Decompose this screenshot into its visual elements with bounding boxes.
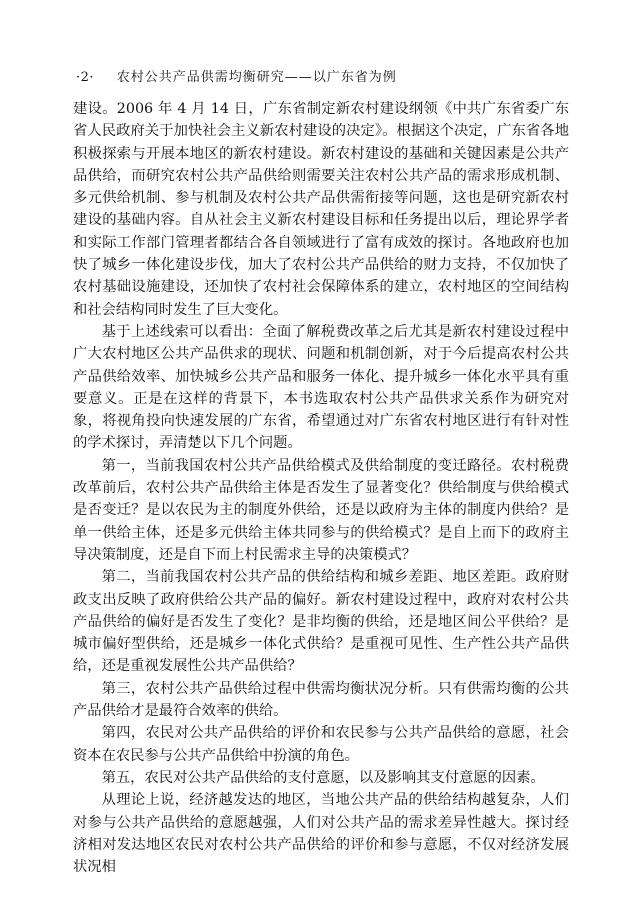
paragraph: 从理论上说，经济越发达的地区，当地公共产品的供给结构越复杂，人们对参与公共产品供给的意愿越强，人们对公共产品的需求差异性越大。探讨经济相对发达地区农民对农村公共产品供给的评价和参与意愿，不仅对经济发展状况相 [73,792,569,876]
paragraph: 第三，农村公共产品供给过程中供需均衡状况分析。只有供需均衡的公共产品供给才是最符合效率的供给。 [73,680,569,720]
paragraph: 基于上述线索可以看出：全面了解税费改革之后尤其是新农村建设过程中广大农村地区公共产品供求的现状、问题和机制创新，对于今后提高农村公共产品供给效率、加快城乡公共产品和服务一体化、提升城乡一体化水平具有重要意义。正是在这样的背景下，本书选取农村公共产品供求关系作为研究对象，将视角投向快速发展的广东省，希望通过对广东省农村地区进行有针对性的学术探讨，弄清楚以下几个问题。 [73,323,569,452]
book-title: 农村公共产品供需均衡研究——以广东省为例 [116,70,397,85]
body-text [73,98,569,878]
page-number: ·2· [76,70,95,85]
paragraph: 第二，当前我国农村公共产品的供给结构和城乡差距、地区差距。政府财政支出反映了政府供给公共产品的偏好。新农村建设过程中，政府对农村公共产品供给的偏好是否发生了变化？是非均衡的供给，还是地区间公平供给？是城市偏好型供给，还是城乡一体化式供给？是重视可见性、生产性公共产品供给，还是重视发展性公共产品供给？ [73,569,569,675]
running-header [76,70,397,86]
paragraph: 第一，当前我国农村公共产品供给模式及供给制度的变迁路径。农村税费改革前后，农村公共产品供给主体是否发生了显著变化？供给制度与供给模式是否变迁？是以农民为主的制度外供给，还是以政府为主体的制度内供给？是单一供给主体，还是多元供给主体共同参与的供给模式？是自上而下的政府主导决策制度，还是自下而上村民需求主导的决策模式？ [73,457,569,563]
paragraph-continuation: 建设。2006 年 4 月 14 日，广东省制定新农村建设纲领《中共广东省委广东省人民政府关于加快社会主义新农村建设的决定》。根据这个决定，广东省各地积极探索与开展本地区的新农村建设。新农村建设的基础和关键因素是公共产品供给，而研究农村公共产品供给则需要关注农村公共产品的需求形成机制、多元供给机制、参与机制及农村公共产品供需衔接等问题，这也是研究新农村建设的基础内容。自从社会主义新农村建设目标和任务提出以后，理论界学者和实际工作部门管理者都结合各自领域进行了富有成效的探讨。各地政府也加快了城乡一体化建设步伐，加大了农村公共产品供给的财力支持，不仅加快了农村基础设施建设，还加快了农村社会保障体系的建立，农村地区的空间结构和社会结构同时发生了巨大变化。 [73,101,569,318]
paragraph: 第五，农民对公共产品供给的支付意愿，以及影响其支付意愿的因素。 [101,769,545,786]
paragraph: 第四，农民对公共产品供给的评价和农民参与公共产品供给的意愿，社会资本在农民参与公共产品供给中扮演的角色。 [73,725,569,764]
